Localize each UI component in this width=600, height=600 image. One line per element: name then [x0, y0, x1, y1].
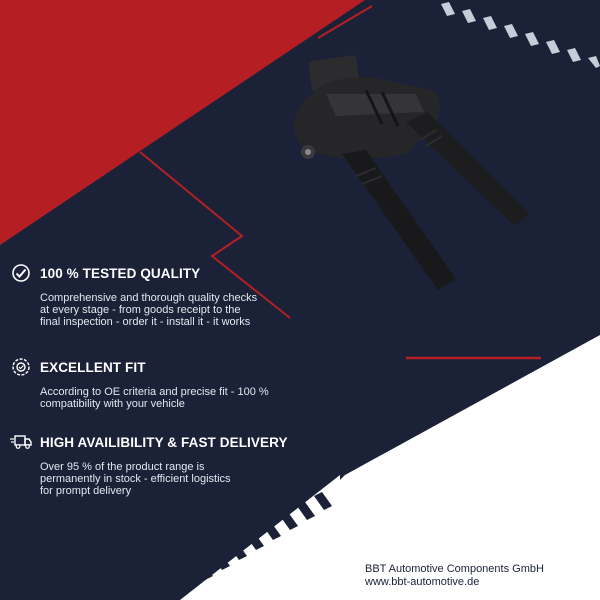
feature-excellent-fit [10, 356, 310, 410]
gear-fit-icon [10, 356, 32, 378]
feature-title: 100 % TESTED QUALITY [40, 265, 201, 281]
ignition-coil-photo [294, 55, 530, 290]
feature-description: Comprehensive and thorough quality checks at every stage - from goods receipt to the final inspection - order it - install it - it works [40, 292, 258, 328]
delivery-truck-icon [10, 431, 32, 453]
company-name: BBT Automotive Components GmbH [365, 563, 544, 575]
company-website[interactable]: www.bbt-automotive.de [365, 576, 480, 588]
feature-description: Over 95 % of the product range is permanently in stock - efficient logistics for prompt delivery [40, 461, 231, 497]
checkmark-badge-icon [10, 262, 32, 284]
feature-fast-delivery [10, 431, 310, 497]
feature-description: According to OE criteria and precise fit - 100 % compatibility with your vehicle [40, 386, 269, 410]
feature-title: EXCELLENT FIT [40, 359, 146, 375]
company-info [365, 563, 544, 589]
feature-tested-quality [10, 262, 310, 328]
ignition-coil-image [286, 54, 536, 294]
feature-title: HIGH AVAILIBILITY & FAST DELIVERY [40, 434, 288, 450]
